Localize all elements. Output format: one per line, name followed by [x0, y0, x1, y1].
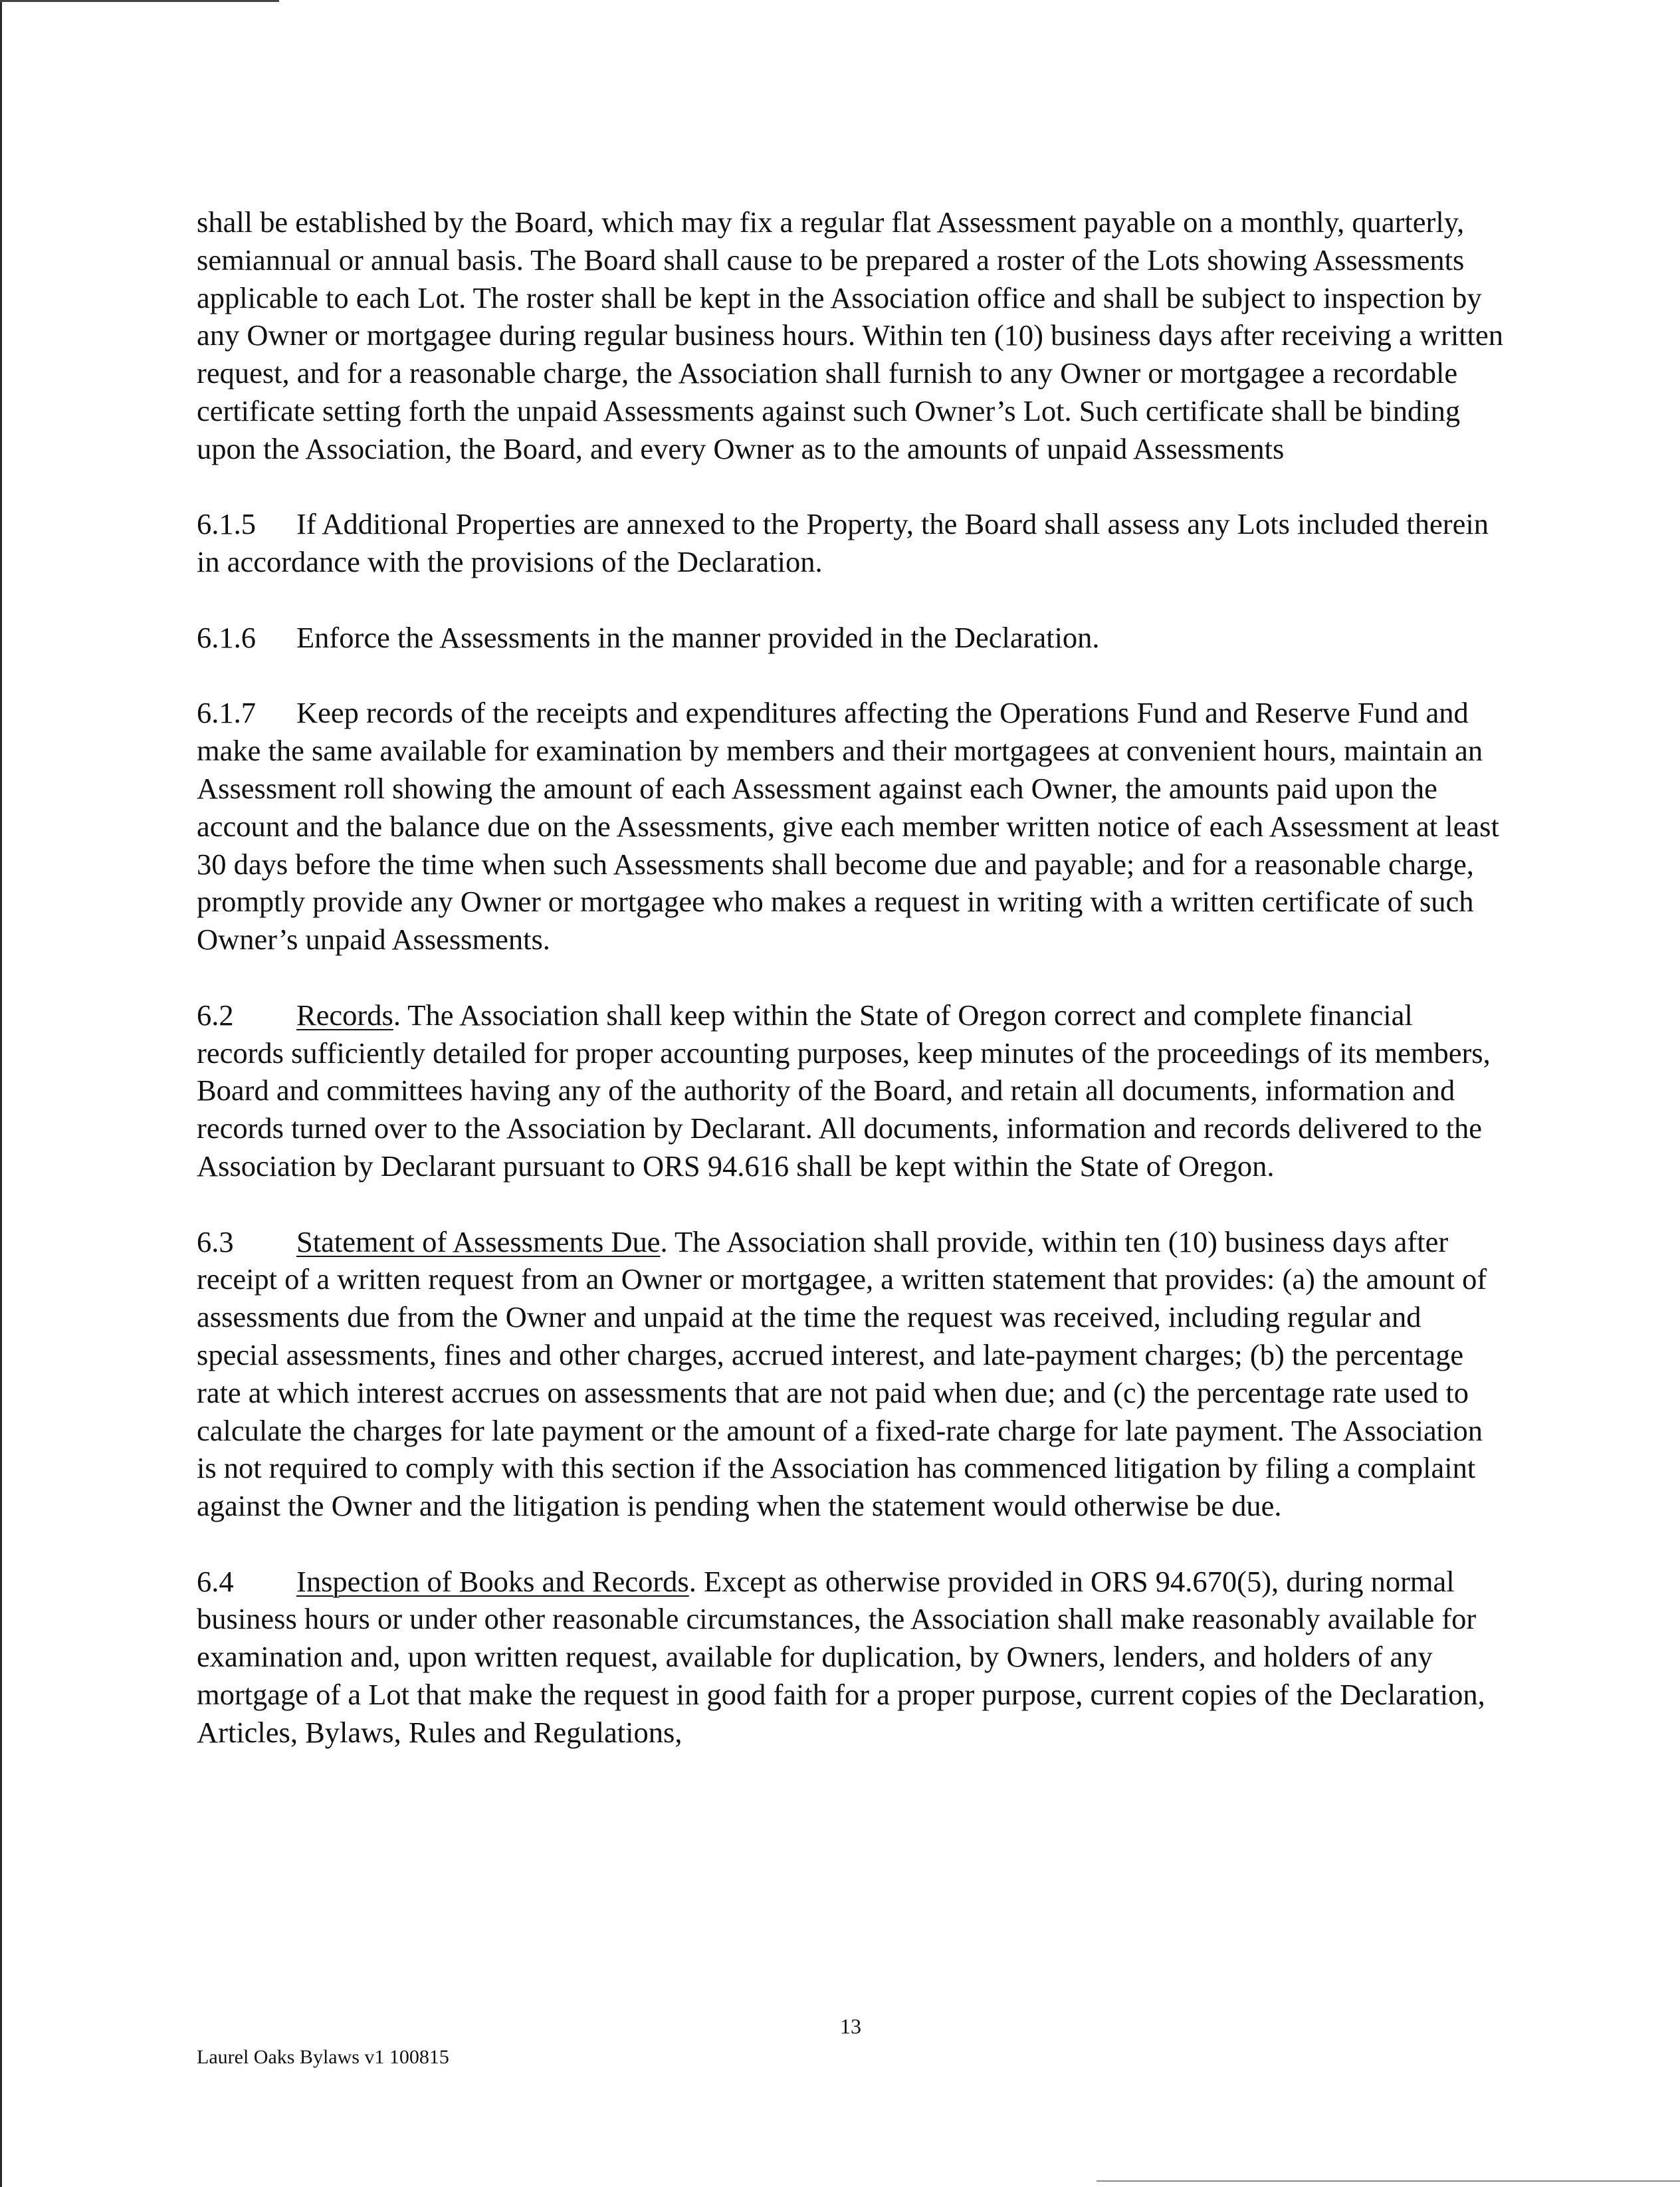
paragraph-6-4 — [197, 1563, 1506, 1752]
section-number: 6.3 — [197, 1224, 234, 1258]
section-number: 6.2 — [197, 998, 234, 1032]
section-heading: Statement of Assessments Due — [296, 1224, 661, 1258]
scan-edge-left — [0, 0, 2, 2187]
paragraph-text: If Additional Properties are annexed to the Property, the Board shall assess any Lots included therein in accordance with the provisions of the Declaration. — [197, 507, 1489, 579]
footer-text: Laurel Oaks Bylaws v1 100815 — [197, 2046, 449, 2068]
paragraph-6-1-6 — [197, 619, 1506, 657]
paragraph-text: . The Association shall keep within the State of Oregon correct and complete financial records sufficiently detailed for proper accounting purposes, keep minutes of the proceedings of its members, Board and committees having any of the authority of the Board, and retain all documents, information and records turned over to the Association by Declarant. All documents, information and records delivered to the Association by Declarant pursuant to ORS 94.616 shall be kept within the State of Oregon. — [197, 998, 1491, 1183]
paragraph-6-2 — [197, 996, 1506, 1185]
paragraph-6-1-5 — [197, 505, 1506, 581]
section-number: 6.4 — [197, 1564, 234, 1598]
section-number: 6.1.5 — [197, 507, 256, 541]
paragraph-text: . Except as otherwise provided in ORS 94.670(5), during normal business hours or under other reasonable circumstances, the Association shall make reasonably available for examination and, upon written request, available for duplication, by Owners, lenders, and holders of any mortgage of a Lot that make the request in good faith for a proper purpose, current copies of the Declaration, Articles, Bylaws, Rules and Regulations, — [197, 1564, 1485, 1749]
paragraph-text: Enforce the Assessments in the manner provided in the Declaration. — [296, 620, 1100, 654]
paragraph-6-1-7 — [197, 694, 1506, 959]
document-body — [197, 203, 1506, 1789]
section-number: 6.1.6 — [197, 620, 256, 654]
section-heading: Inspection of Books and Records — [296, 1564, 689, 1598]
paragraph-text: shall be established by the Board, which may fix a regular flat Assessment payable on a monthly, quarterly, semiannual or annual basis. The Board shall cause to be prepared a roster of the Lots showing Assessments applicable to each Lot. The roster shall be kept in the Association office and shall be subject to inspection by any Owner or mortgagee during regular business hours. Within ten (10) business days after receiving a written request, and for a reasonable charge, the Association shall furnish to any Owner or mortgagee a recordable certificate setting forth the unpaid Assessments against such Owner’s Lot. Such certificate shall be binding upon the Association, the Board, and every Owner as to the amounts of unpaid Assessments — [197, 205, 1503, 465]
scan-edge-bottom — [1097, 2180, 1680, 2182]
paragraph-text: Keep records of the receipts and expenditures affecting the Operations Fund and Reserve Fund and make the same available for examination by members and their mortgagees at convenient hours, maintain an Assessment roll showing the amount of each Assessment against each Owner, the amounts paid upon the account and the balance due on the Assessments, give each member written notice of each Assessment at least 30 days before the time when such Assessments shall become due and payable; and for a reasonable charge, promptly provide any Owner or mortgagee who makes a request in writing with a written certificate of such Owner’s unpaid Assessments. — [197, 696, 1499, 957]
page-number: 13 — [840, 2014, 861, 2038]
paragraph-6-3 — [197, 1223, 1506, 1525]
paragraph-continuation — [197, 203, 1506, 468]
section-heading: Records — [296, 998, 393, 1032]
paragraph-text: . The Association shall provide, within ten (10) business days after receipt of a written request from an Owner or mortgagee, a written statement that provides: (a) the amount of assessments due from the Owner and unpaid at the time the request was received, including regular and special assessments, fines and other charges, accrued interest, and late-payment charges; (b) the percentage rate at which interest accrues on assessments that are not paid when due; and (c) the percentage rate used to calculate the charges for late payment or the amount of a fixed-rate charge for late payment. The Association is not required to comply with this section if the Association has commenced litigation by filing a complaint against the Owner and the litigation is pending when the statement would otherwise be due. — [197, 1224, 1487, 1523]
scan-edge-top — [0, 0, 279, 2]
section-number: 6.1.7 — [197, 696, 256, 730]
